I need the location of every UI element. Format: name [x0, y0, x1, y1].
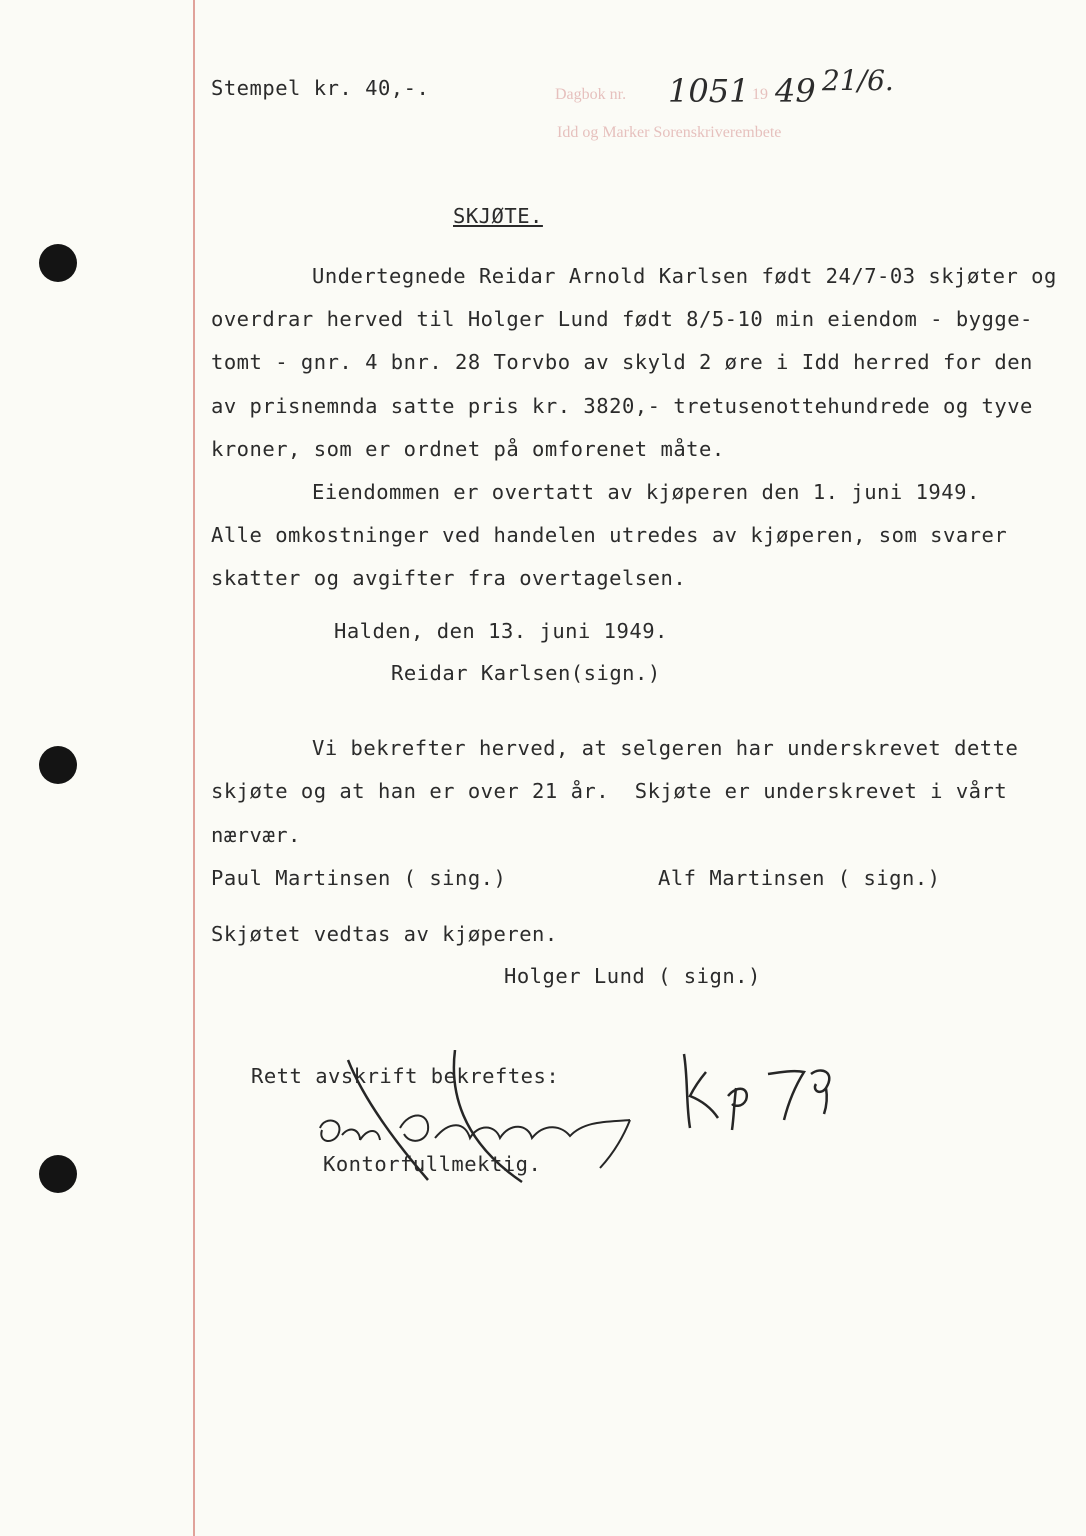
- register-year: 49: [775, 72, 816, 110]
- margin-note-drawing: [676, 1044, 846, 1134]
- paragraph3-line: Vi bekrefter herved, at selgeren har underskrevet dette: [312, 736, 1019, 760]
- register-office: Idd og Marker Sorenskriverembete: [557, 124, 782, 141]
- register-date: 21/6.: [822, 64, 894, 97]
- paragraph1-line: av prisnemnda satte pris kr. 3820,- tretusenottehundrede og tyve: [211, 394, 1033, 418]
- paragraph1-line: kroner, som er ordnet på omforenet måte.: [211, 437, 725, 461]
- punch-hole: [39, 1155, 77, 1193]
- register-number: 1051: [668, 72, 750, 110]
- register-label: Dagbok nr.: [555, 86, 627, 103]
- witness-signature: Paul Martinsen ( sing.): [211, 866, 507, 890]
- official-title: Kontorfullmektig.: [323, 1152, 542, 1176]
- paragraph1-line: tomt - gnr. 4 bnr. 28 Torvbo av skyld 2 øre i Idd herred for den: [211, 350, 1033, 374]
- paragraph1-line: Undertegnede Reidar Arnold Karlsen født 24/7-03 skjøter og: [312, 264, 1057, 288]
- witness-signature: Alf Martinsen ( sign.): [658, 866, 941, 890]
- seller-signature: Reidar Karlsen(sign.): [391, 661, 661, 685]
- acceptance-line: Skjøtet vedtas av kjøperen.: [211, 922, 558, 946]
- register-year-prefix: 19: [752, 86, 768, 103]
- paragraph3-line: nærvær.: [211, 823, 301, 847]
- punch-hole: [39, 244, 77, 282]
- red-margin-line: [193, 0, 195, 1536]
- place-date: Halden, den 13. juni 1949.: [334, 619, 668, 643]
- buyer-signature: Holger Lund ( sign.): [504, 964, 761, 988]
- paragraph2-line: Eiendommen er overtatt av kjøperen den 1. juni 1949.: [312, 480, 980, 504]
- paragraph3-line: skjøte og at han er over 21 år. Skjøte er underskrevet i vårt: [211, 779, 1008, 803]
- document-title: SKJØTE.: [453, 204, 543, 228]
- paragraph1-line: overdrar herved til Holger Lund født 8/5-10 min eiendom - bygge-: [211, 307, 1033, 331]
- punch-hole: [39, 746, 77, 784]
- stamp-duty: Stempel kr. 40,-.: [211, 76, 430, 100]
- paragraph2-line: Alle omkostninger ved handelen utredes av kjøperen, som svarer: [211, 523, 1008, 547]
- certification-line: Rett avskrift bekreftes:: [251, 1064, 560, 1088]
- paragraph2-line: skatter og avgifter fra overtagelsen.: [211, 566, 687, 590]
